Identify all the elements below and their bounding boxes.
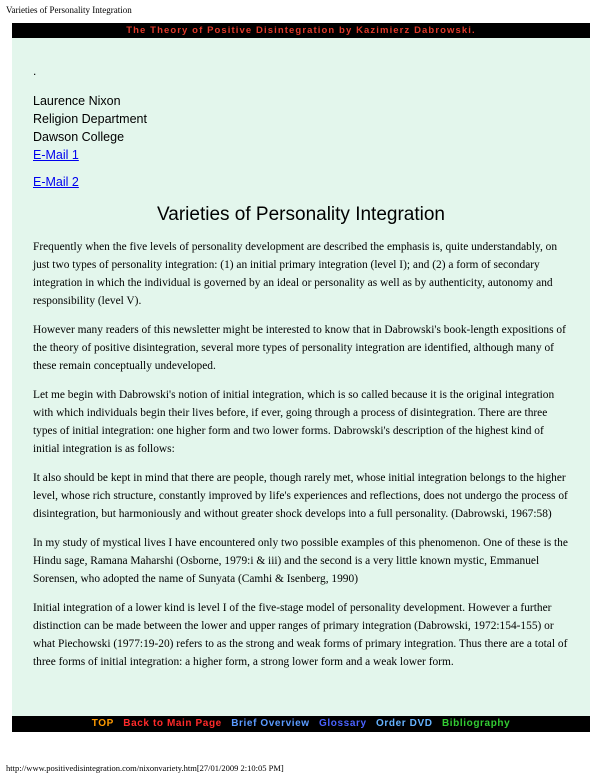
author-block [33,92,147,164]
email-1-link[interactable]: E-Mail 1 [33,148,79,162]
nav-brief-overview-link[interactable]: Brief Overview [231,718,310,729]
nav-top-link[interactable]: TOP [91,718,114,729]
leading-dot: . [33,64,37,78]
paragraph-5: In my study of mystical lives I have encountered only two possible examples of this phenomenon. One of these is the Hindu sage, Ramana Maharshi (Osborne, 1979:i & iii) and the second is a very little known mystic, Emmanuel Sorensen, who adopted the name of Sunyata (Camhi & Isenberg, 1990) [33,537,568,585]
article-body [33,238,573,682]
nav-glossary-link[interactable]: Glossary [319,718,367,729]
paragraph-2: However many readers of this newsletter might be interested to know that in Dabrowski's book-length expositions of the theory of positive disintegration, several more types of personality integration are identified, although many of these remain conceptually undeveloped. [33,324,566,372]
email-2-block [33,173,79,191]
paragraph-1: Frequently when the five levels of personality development are described the emphasis is, quite understandably, on just two types of personality integration: (1) an initial primary integration (level I); and (2) a form of secondary integration in which the individual is governed by an ideal or personality as well as by authenticity, autonomy and responsibility (level V). [33,241,558,307]
nav-bibliography-link[interactable]: Bibliography [441,718,511,729]
article-title: Varieties of Personality Integration [157,204,445,225]
author-department: Religion Department [33,112,147,126]
bottom-nav-bar [12,716,590,732]
site-banner: The Theory of Positive Disintegration by Kazimierz Dabrowski. [12,23,590,38]
paragraph-4-quote: It also should be kept in mind that there are people, though rarely met, whose initial integration belongs to the higher level, whose rich structure, constantly improved by life's experiences and reflections, does not undergo the process of disintegration, but harmoniously and without greater shock develops into a full personality. (Dabrowski, 1967:58) [33,472,568,520]
author-name: Laurence Nixon [33,94,121,108]
nav-order-dvd-link[interactable]: Order DVD [376,718,433,729]
author-institution: Dawson College [33,130,125,144]
email-2-link[interactable]: E-Mail 2 [33,175,79,189]
print-header-title: Varieties of Personality Integration [6,5,132,15]
paragraph-3: Let me begin with Dabrowski's notion of initial integration, which is so called because it is the original integration with which individuals begin their lives before, if ever, going through a process of disintegration. There are three types of initial integration: one higher form and two lower forms. Dabrowski's description of the highest kind of initial integration is as follows: [33,389,555,455]
paragraph-6: Initial integration of a lower kind is level I of the five-stage model of personality development. However a further distinction can be made between the lower and upper ranges of primary integration (Dabrowski, 1972:154-155) or what Piechowski (1977:19-20) refers to as the strong and weak forms of primary integration. Thus there are a total of three forms of initial integration: a higher form, a strong lower form and a weak lower form. [33,602,568,668]
print-footer-url: http://www.positivedisintegration.com/nixonvariety.htm[27/01/2009 2:10:05 PM] [6,763,284,773]
nav-main-page-link[interactable]: Back to Main Page [123,718,222,729]
